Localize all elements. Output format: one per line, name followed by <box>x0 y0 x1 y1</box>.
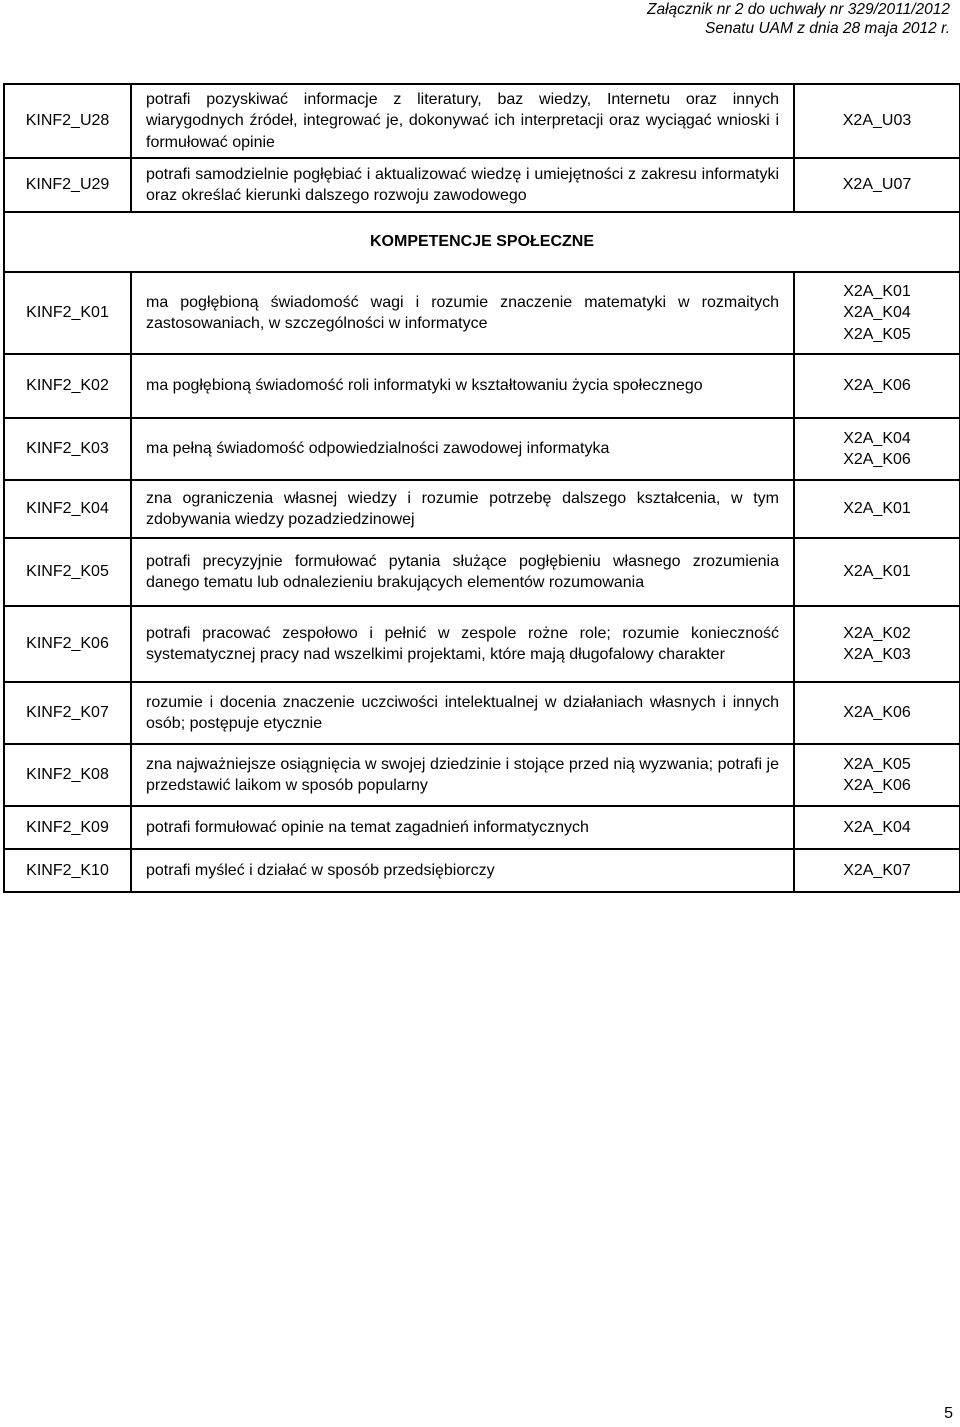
outcome-references <box>794 84 960 158</box>
outcome-references <box>794 806 960 849</box>
outcome-description: potrafi myśleć i działać w sposób przedsiębiorczy <box>131 849 794 892</box>
outcome-description: potrafi precyzyjnie formułować pytania służące pogłębieniu własnego zrozumienia danego tematu lub odnalezieniu brakujących elementów rozumowania <box>131 538 794 606</box>
page-header <box>647 0 950 38</box>
reference-code: X2A_K05 <box>843 755 911 773</box>
outcome-description: zna ograniczenia własnej wiedzy i rozumie potrzebę dalszego kształcenia, w tym zdobywania wiedzy pozadziedzinowej <box>131 480 794 538</box>
table-row <box>4 849 960 892</box>
outcome-references <box>794 158 960 212</box>
table-row <box>4 744 960 806</box>
outcome-code: KINF2_K10 <box>4 849 131 892</box>
outcome-description: ma pogłębioną świadomość roli informatyki w kształtowaniu życia społecznego <box>131 354 794 418</box>
table-row <box>4 418 960 480</box>
header-attachment-line: Załącznik nr 2 do uchwały nr 329/2011/2012 <box>646 1 950 18</box>
outcome-description: potrafi pracować zespołowo i pełnić w zespole rożne role; rozumie konieczność systematycznej pracy nad wszelkimi projektami, które mają długofalowy charakter <box>131 606 794 682</box>
outcome-description: ma pełną świadomość odpowiedzialności zawodowej informatyka <box>131 418 794 480</box>
table-row <box>4 272 960 354</box>
reference-code: X2A_K05 <box>843 325 911 343</box>
table-row <box>4 158 960 212</box>
outcome-code: KINF2_K05 <box>4 538 131 606</box>
table-row <box>4 84 960 158</box>
outcome-code: KINF2_K07 <box>4 682 131 744</box>
outcome-references <box>794 272 960 354</box>
outcome-code: KINF2_K09 <box>4 806 131 849</box>
reference-code: X2A_K06 <box>843 377 911 395</box>
table-row <box>4 806 960 849</box>
outcome-code: KINF2_K08 <box>4 744 131 806</box>
outcome-description: potrafi pozyskiwać informacje z literatury, baz wiedzy, Internetu oraz innych wiarygodnych źródeł, integrować je, dokonywać ich interpretacji oraz wyciągać wnioski i formułować opinie <box>131 84 794 158</box>
outcome-code: KINF2_K02 <box>4 354 131 418</box>
outcome-code: KINF2_K01 <box>4 272 131 354</box>
outcome-references <box>794 849 960 892</box>
outcome-references <box>794 682 960 744</box>
outcome-code: KINF2_U29 <box>4 158 131 212</box>
outcome-description: zna najważniejsze osiągnięcia w swojej dziedzinie i stojące przed nią wyzwania; potrafi je przedstawić laikom w sposób popularny <box>131 744 794 806</box>
reference-code: X2A_K06 <box>843 777 911 794</box>
reference-code: X2A_U03 <box>842 112 912 130</box>
reference-code: X2A_K07 <box>843 861 911 879</box>
reference-code: X2A_K03 <box>843 646 911 663</box>
outcome-description: ma pogłębioną świadomość wagi i rozumie znaczenie matematyki w rozmaitych zastosowaniach, w szczególności w informatyce <box>131 272 794 354</box>
outcome-references <box>794 606 960 682</box>
reference-code: X2A_K04 <box>843 429 911 447</box>
outcome-description: rozumie i docenia znaczenie uczciwości intelektualnej w działaniach własnych i innych osób; postępuje etycznie <box>131 682 794 744</box>
reference-code: X2A_K04 <box>843 818 911 836</box>
reference-code: X2A_K01 <box>843 500 911 518</box>
table-row <box>4 354 960 418</box>
table-row <box>4 606 960 682</box>
outcome-description: potrafi formułować opinie na temat zagadnień informatycznych <box>131 806 794 849</box>
outcome-code: KINF2_U28 <box>4 84 131 158</box>
reference-code: X2A_K01 <box>843 282 911 300</box>
reference-code: X2A_U07 <box>842 176 912 194</box>
table-row <box>4 480 960 538</box>
outcome-description: potrafi samodzielnie pogłębiać i aktualizować wiedzę i umiejętności z zakresu informatyki oraz określać kierunki dalszego rozwoju zawodowego <box>131 158 794 212</box>
reference-code: X2A_K01 <box>843 563 911 581</box>
page-number: 5 <box>944 1405 953 1422</box>
reference-code: X2A_K06 <box>843 451 911 468</box>
learning-outcomes-table <box>3 83 960 893</box>
outcome-code: KINF2_K04 <box>4 480 131 538</box>
outcome-references <box>794 538 960 606</box>
header-senate-line: Senatu UAM z dnia 28 maja 2012 r. <box>705 20 950 37</box>
outcome-references <box>794 480 960 538</box>
outcome-references <box>794 744 960 806</box>
table-row <box>4 682 960 744</box>
table-row <box>4 538 960 606</box>
reference-code: X2A_K06 <box>843 704 911 722</box>
reference-code: X2A_K04 <box>843 304 911 322</box>
reference-code: X2A_K02 <box>843 624 911 642</box>
outcome-code: KINF2_K03 <box>4 418 131 480</box>
outcome-references <box>794 354 960 418</box>
section-header-row <box>4 212 960 272</box>
outcome-code: KINF2_K06 <box>4 606 131 682</box>
section-title: KOMPETENCJE SPOŁECZNE <box>4 212 960 272</box>
outcome-references <box>794 418 960 480</box>
